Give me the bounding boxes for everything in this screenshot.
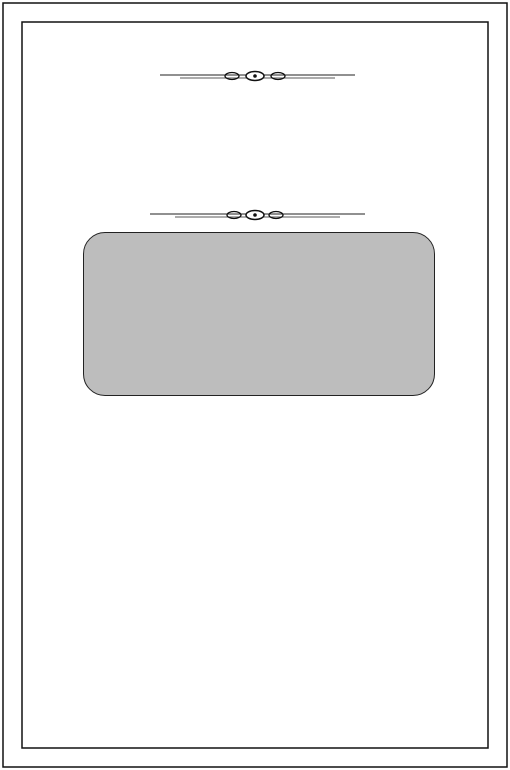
ornament-divider-top [160, 72, 355, 81]
ornament-divider-middle [150, 211, 365, 220]
title-box [83, 232, 435, 396]
